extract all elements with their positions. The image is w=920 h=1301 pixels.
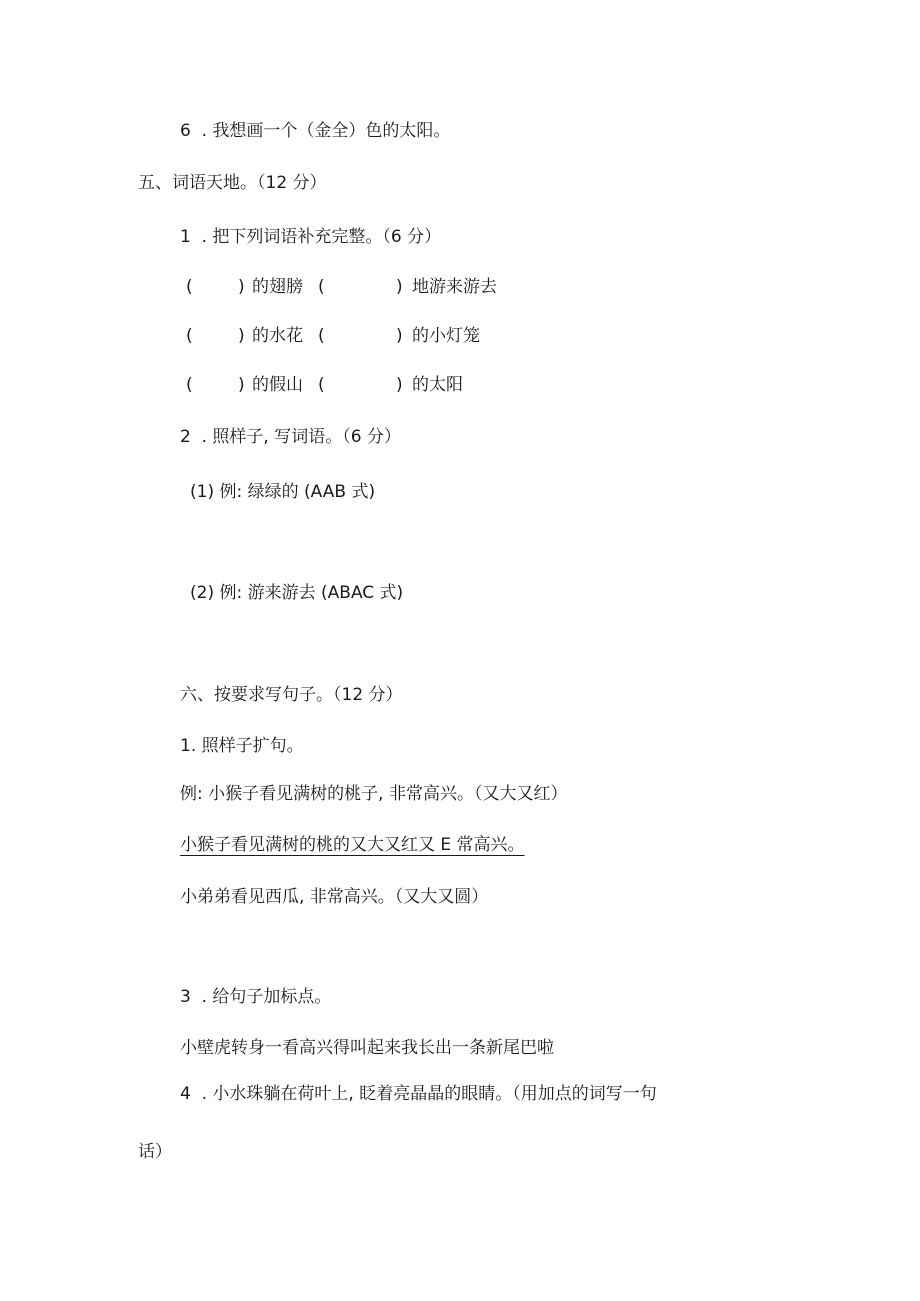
section-6-q4-continued: 话） bbox=[138, 1142, 172, 1162]
example-sentence: 例: 小猴子看见满树的桃子, 非常高兴。（又大又红） bbox=[180, 784, 568, 804]
section-6-q1-prompt: 1. 照样子扩句。 bbox=[180, 736, 304, 756]
section-6-q4: 4 . 小水珠躺在荷叶上, 眨着亮晶晶的眼睛。（用加点的词写一句 bbox=[180, 1084, 657, 1104]
word: 的太阳 bbox=[412, 375, 463, 395]
section-5-q2-prompt: 2 . 照样子, 写词语。（6 分） bbox=[180, 427, 401, 447]
paren-close: ) bbox=[238, 375, 245, 395]
section-6-title: 六、按要求写句子。（12 分） bbox=[180, 685, 403, 705]
q3-sentence: 小壁虎转身一看高兴得叫起来我长出一条新尾巴啦 bbox=[180, 1038, 554, 1058]
paren-close: ) bbox=[396, 277, 403, 297]
question-6-line: 6 . 我想画一个（金全）色的太阳。 bbox=[180, 121, 451, 141]
q2-example-1: (1) 例: 绿绿的 (AAB 式) bbox=[190, 482, 376, 502]
word: 的翅膀 bbox=[252, 277, 303, 297]
handwritten-answer: 小猴子看见满树的桃的又大又红又 E 常高兴。 bbox=[180, 835, 525, 855]
paren-close: ) bbox=[396, 326, 403, 346]
paren-open: ( bbox=[186, 277, 193, 297]
paren-close: ) bbox=[238, 326, 245, 346]
word: 地游来游去 bbox=[412, 277, 497, 297]
section-5-title: 五、词语天地。（12 分） bbox=[138, 173, 327, 193]
task-sentence: 小弟弟看见西瓜, 非常高兴。（又大又圆） bbox=[180, 887, 489, 907]
word: 的水花 bbox=[252, 326, 303, 346]
paren-close: ) bbox=[238, 277, 245, 297]
paren-open: ( bbox=[318, 277, 325, 297]
paren-open: ( bbox=[318, 375, 325, 395]
section-6-q3-prompt: 3 . 给句子加标点。 bbox=[180, 987, 332, 1007]
q2-example-2: (2) 例: 游来游去 (ABAC 式) bbox=[190, 583, 404, 603]
paren-open: ( bbox=[318, 326, 325, 346]
section-5-q1-prompt: 1 . 把下列词语补充完整。（6 分） bbox=[180, 227, 442, 247]
fill-blank-row-2 bbox=[186, 325, 586, 347]
paren-open: ( bbox=[186, 326, 193, 346]
word: 的小灯笼 bbox=[412, 326, 480, 346]
paren-open: ( bbox=[186, 375, 193, 395]
fill-blank-row-3 bbox=[186, 374, 586, 396]
paren-close: ) bbox=[396, 375, 403, 395]
fill-blank-row-1 bbox=[186, 276, 586, 298]
word: 的假山 bbox=[252, 375, 303, 395]
